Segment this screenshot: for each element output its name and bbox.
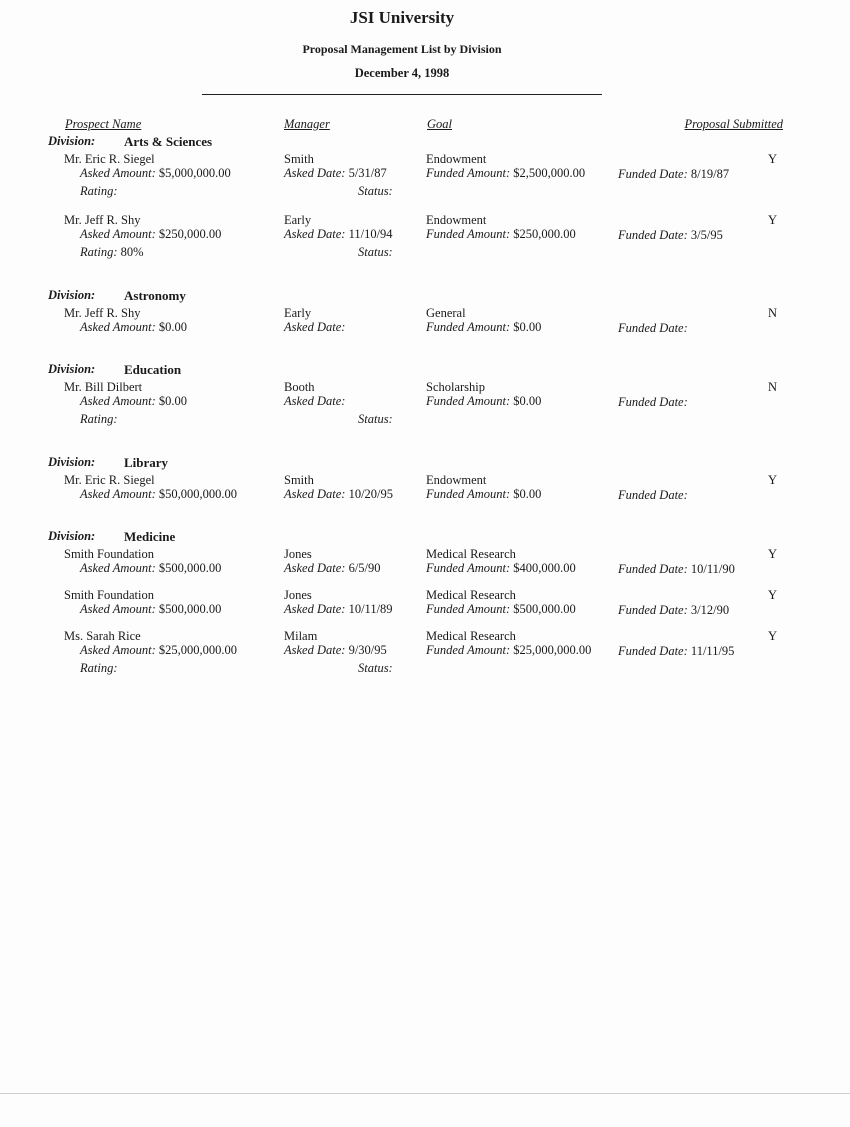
column-header-prospect: Prospect Name	[65, 117, 142, 131]
rating-label: Rating:	[80, 661, 118, 675]
manager-name: Smith	[284, 473, 314, 487]
manager-name: Booth	[284, 380, 315, 394]
funded-amount	[426, 487, 541, 502]
asked-amount	[80, 487, 237, 502]
asked-date-label: Asked Date:	[284, 394, 346, 408]
status-label: Status:	[358, 184, 393, 198]
funded-date-label: Funded Date:	[618, 603, 688, 617]
asked-amount	[80, 394, 187, 409]
division-label: Division:	[48, 288, 96, 302]
proposal-submitted-flag: N	[768, 380, 778, 394]
asked-amount-value: $500,000.00	[158, 561, 222, 575]
asked-date-label: Asked Date:	[284, 227, 346, 241]
asked-amount-label: Asked Amount:	[80, 602, 156, 616]
manager-name: Early	[284, 306, 312, 320]
prospect-name: Mr. Bill Dilbert	[64, 380, 143, 394]
goal-text: Scholarship	[426, 380, 486, 394]
funded-date	[618, 395, 688, 410]
asked-date	[284, 561, 381, 576]
asked-date-value: 10/20/95	[348, 487, 394, 501]
asked-date-label: Asked Date:	[284, 643, 346, 657]
asked-amount-value: $0.00	[158, 320, 188, 334]
funded-date-value: 3/12/90	[690, 603, 730, 617]
asked-date	[284, 643, 387, 658]
proposal-submitted-flag: N	[768, 306, 778, 320]
asked-date-value: 9/30/95	[348, 643, 387, 657]
asked-date-label: Asked Date:	[284, 561, 346, 575]
prospect-name: Smith Foundation	[64, 547, 154, 561]
division-label: Division:	[48, 362, 96, 376]
proposal-submitted-flag: Y	[768, 213, 778, 227]
funded-date-label: Funded Date:	[618, 395, 688, 409]
funded-amount	[426, 561, 576, 576]
asked-amount-label: Asked Amount:	[80, 394, 156, 408]
proposal-submitted-flag: Y	[768, 473, 778, 487]
funded-amount-value: $0.00	[513, 320, 542, 334]
proposal-submitted-flag: Y	[768, 547, 778, 561]
asked-date-value: 6/5/90	[348, 561, 381, 575]
funded-date	[618, 644, 734, 659]
status	[358, 412, 393, 427]
asked-amount-value: $5,000,000.00	[158, 166, 231, 180]
rating	[80, 661, 118, 676]
status	[358, 661, 393, 676]
asked-date-label: Asked Date:	[284, 602, 346, 616]
funded-date-label: Funded Date:	[618, 167, 688, 181]
rating	[80, 412, 118, 427]
funded-amount-label: Funded Amount:	[426, 320, 511, 334]
status-label: Status:	[358, 661, 393, 675]
funded-amount	[426, 643, 591, 658]
asked-amount	[80, 227, 221, 242]
asked-amount	[80, 320, 187, 335]
goal-text: Endowment	[426, 213, 487, 227]
report-subtitle: Proposal Management List by Division	[302, 42, 502, 56]
asked-date-label: Asked Date:	[284, 320, 346, 334]
asked-date-label: Asked Date:	[284, 487, 346, 501]
asked-amount-label: Asked Amount:	[80, 643, 156, 657]
funded-date-label: Funded Date:	[618, 228, 688, 242]
asked-date-label: Asked Date:	[284, 166, 346, 180]
asked-date	[284, 227, 393, 242]
asked-amount-value: $0.00	[158, 394, 188, 408]
funded-date	[618, 562, 735, 577]
column-header-proposal-submitted: Proposal Submitted	[684, 117, 783, 131]
funded-amount-value: $250,000.00	[513, 227, 576, 241]
status-label: Status:	[358, 412, 393, 426]
funded-date-value: 3/5/95	[690, 228, 723, 242]
division-name: Medicine	[124, 529, 176, 544]
funded-amount-label: Funded Amount:	[426, 561, 511, 575]
funded-amount	[426, 166, 585, 181]
division-name: Education	[124, 362, 182, 377]
funded-amount-value: $0.00	[513, 487, 542, 501]
rating-label: Rating:	[80, 245, 118, 259]
funded-date-label: Funded Date:	[618, 562, 688, 576]
asked-amount-label: Asked Amount:	[80, 227, 156, 241]
funded-date-value: 11/11/95	[690, 644, 735, 658]
funded-amount-label: Funded Amount:	[426, 487, 511, 501]
prospect-name: Mr. Jeff R. Shy	[64, 306, 141, 320]
funded-date-value: 10/11/90	[690, 562, 735, 576]
funded-date-value: 8/19/87	[690, 167, 730, 181]
manager-name: Early	[284, 213, 312, 227]
funded-amount	[426, 394, 541, 409]
funded-amount-label: Funded Amount:	[426, 166, 511, 180]
funded-amount-label: Funded Amount:	[426, 643, 511, 657]
status	[358, 184, 393, 199]
prospect-name: Mr. Eric R. Siegel	[64, 152, 155, 166]
report-date: December 4, 1998	[354, 66, 450, 80]
rating	[80, 245, 144, 260]
funded-amount-value: $400,000.00	[513, 561, 576, 575]
asked-date-value: 5/31/87	[348, 166, 387, 180]
funded-amount	[426, 227, 576, 242]
asked-date	[284, 602, 393, 617]
asked-amount-label: Asked Amount:	[80, 166, 156, 180]
asked-amount	[80, 643, 237, 658]
status-label: Status:	[358, 245, 393, 259]
division-label: Division:	[48, 529, 96, 543]
funded-date	[618, 603, 729, 618]
page-bottom-edge	[0, 1093, 850, 1094]
goal-text: General	[426, 306, 466, 320]
goal-text: Medical Research	[426, 547, 516, 561]
funded-date-label: Funded Date:	[618, 321, 688, 335]
funded-date-label: Funded Date:	[618, 644, 688, 658]
funded-amount-value: $25,000,000.00	[513, 643, 592, 657]
rating	[80, 184, 118, 199]
asked-date-value: 10/11/89	[348, 602, 393, 616]
rating-label: Rating:	[80, 412, 118, 426]
asked-amount-label: Asked Amount:	[80, 561, 156, 575]
goal-text: Endowment	[426, 473, 487, 487]
report-title: JSI University	[349, 8, 455, 27]
proposal-submitted-flag: Y	[768, 629, 778, 643]
manager-name: Milam	[284, 629, 318, 643]
manager-name: Smith	[284, 152, 314, 166]
column-header-manager: Manager	[284, 117, 330, 131]
funded-amount-label: Funded Amount:	[426, 394, 511, 408]
prospect-name: Mr. Jeff R. Shy	[64, 213, 141, 227]
funded-amount-value: $0.00	[513, 394, 542, 408]
prospect-name: Mr. Eric R. Siegel	[64, 473, 155, 487]
column-header-goal: Goal	[427, 117, 452, 131]
asked-amount	[80, 166, 231, 181]
asked-amount-value: $50,000,000.00	[158, 487, 238, 501]
goal-text: Medical Research	[426, 629, 516, 643]
asked-date	[284, 487, 393, 502]
funded-date	[618, 167, 729, 182]
asked-amount-value: $25,000,000.00	[158, 643, 238, 657]
division-name: Library	[124, 455, 169, 470]
funded-amount-value: $500,000.00	[513, 602, 576, 616]
asked-amount	[80, 561, 221, 576]
title-underline	[202, 94, 602, 95]
prospect-name: Ms. Sarah Rice	[64, 629, 141, 643]
funded-date	[618, 228, 723, 243]
goal-text: Endowment	[426, 152, 487, 166]
funded-date	[618, 488, 688, 503]
asked-amount-label: Asked Amount:	[80, 487, 156, 501]
rating-label: Rating:	[80, 184, 118, 198]
division-name: Arts & Sciences	[124, 134, 213, 149]
proposal-submitted-flag: Y	[768, 588, 778, 602]
funded-amount	[426, 320, 541, 335]
asked-amount-label: Asked Amount:	[80, 320, 156, 334]
rating-value: 80%	[120, 245, 144, 259]
funded-amount-value: $2,500,000.00	[513, 166, 586, 180]
division-label: Division:	[48, 134, 96, 148]
funded-date-label: Funded Date:	[618, 488, 688, 502]
asked-date	[284, 394, 345, 409]
funded-date	[618, 321, 688, 336]
asked-date-value: 11/10/94	[348, 227, 393, 241]
funded-amount-label: Funded Amount:	[426, 227, 511, 241]
manager-name: Jones	[284, 547, 312, 561]
asked-date	[284, 166, 387, 181]
manager-name: Jones	[284, 588, 312, 602]
asked-amount-value: $500,000.00	[158, 602, 222, 616]
funded-amount-label: Funded Amount:	[426, 602, 511, 616]
asked-date	[284, 320, 345, 335]
goal-text: Medical Research	[426, 588, 516, 602]
funded-amount	[426, 602, 576, 617]
asked-amount	[80, 602, 221, 617]
status	[358, 245, 393, 260]
division-name: Astronomy	[124, 288, 186, 303]
prospect-name: Smith Foundation	[64, 588, 154, 602]
proposal-submitted-flag: Y	[768, 152, 778, 166]
division-label: Division:	[48, 455, 96, 469]
asked-amount-value: $250,000.00	[158, 227, 222, 241]
